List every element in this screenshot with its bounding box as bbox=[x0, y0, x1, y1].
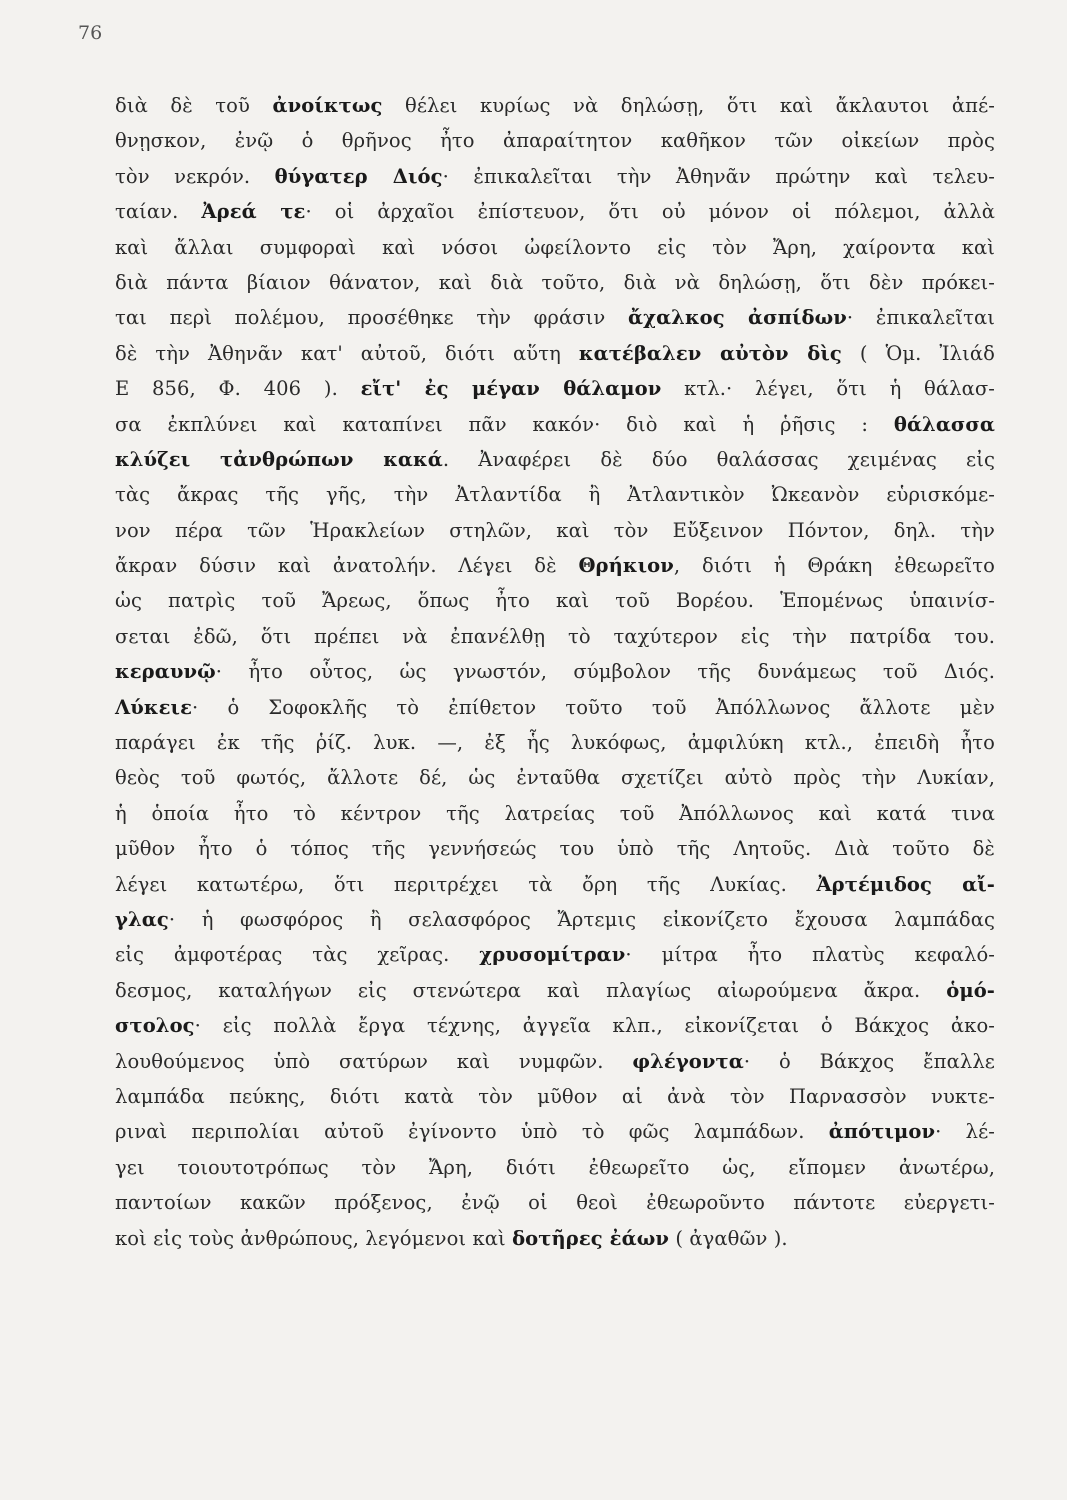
text-line bbox=[115, 88, 995, 123]
text-line bbox=[115, 548, 995, 583]
text-line bbox=[115, 654, 995, 689]
text-run: διὰ δὲ τοῦ bbox=[115, 94, 273, 117]
text-line bbox=[115, 583, 995, 618]
text-run: ( ἀγαθῶν ). bbox=[669, 1226, 788, 1250]
text-line bbox=[115, 1008, 995, 1043]
text-line bbox=[115, 725, 995, 760]
text-run: γει τοιουτοτρόπως τὸν Ἄρη, διότι ἐθεωρεῖτο ὡς, εἴπομεν ἀνωτέρω, bbox=[115, 1155, 995, 1179]
text-run: . Ἀναφέρει δὲ δύο θαλάσσας χειμένας εἰς bbox=[442, 447, 995, 471]
lemma: Ἀρεά τε bbox=[201, 200, 306, 224]
text-run: · οἱ ἀρχαῖοι ἐπίστευον, ὅτι οὐ μόνον οἱ πόλεμοι, ἀλλὰ bbox=[305, 200, 996, 224]
text-line bbox=[115, 513, 995, 548]
text-run: θέλει κυρίως νὰ δηλώσῃ, ὅτι καὶ ἄκλαυτοι ἀπέ- bbox=[382, 94, 995, 117]
text-line bbox=[115, 1221, 995, 1256]
text-run: Ε 856, Φ. 406 ). bbox=[115, 377, 361, 401]
text-run: δὲ τὴν Ἀθηνᾶν κατ' αὐτοῦ, διότι αὕτη bbox=[115, 341, 579, 365]
text-line bbox=[115, 1185, 995, 1220]
text-line bbox=[115, 1150, 995, 1185]
text-run: ( Ὁμ. Ἰλιάδ bbox=[841, 341, 995, 365]
text-run: · λέ- bbox=[935, 1120, 995, 1144]
lemma: χρυσομίτραν bbox=[479, 943, 626, 967]
text-run: ται περὶ πολέμου, προσέθηκε τὴν φράσιν bbox=[115, 306, 629, 330]
text-run: τὰς ἄκρας τῆς γῆς, τὴν Ἀτλαντίδα ἢ Ἀτλαντικὸν Ὠκεανὸν εὑρισκόμε- bbox=[115, 483, 995, 507]
text-run: ριναὶ περιπολίαι αὐτοῦ ἐγίνοντο ὑπὸ τὸ φῶς λαμπάδων. bbox=[115, 1120, 829, 1144]
text-line bbox=[115, 336, 995, 371]
lemma: δοτῆρες ἐάων bbox=[512, 1226, 670, 1250]
text-line bbox=[115, 442, 995, 477]
lemma: στολος bbox=[115, 1014, 195, 1038]
text-run: ἄκραν δύσιν καὶ ἀνατολήν. Λέγει δὲ bbox=[115, 554, 579, 578]
text-run: τὸν νεκρόν. bbox=[115, 164, 275, 188]
lemma: ὁμό- bbox=[946, 978, 995, 1002]
lemma: εἴτ' ἐς μέγαν θάλαμον bbox=[360, 377, 662, 401]
text-run: θνῃσκον, ἐνῷ ὁ θρῆνος ἦτο ἀπαραίτητον καθῆκον τῶν οἰκείων πρὸς bbox=[115, 129, 995, 153]
text-run: ταίαν. bbox=[115, 200, 202, 224]
text-run: · μίτρα ἦτο πλατὺς κεφαλό- bbox=[625, 943, 995, 967]
lemma: γλας bbox=[115, 907, 169, 931]
lemma: ἀπότιμον bbox=[828, 1120, 936, 1144]
text-line bbox=[115, 760, 995, 795]
lemma: κατέβαλεν αὐτὸν δὶς bbox=[578, 341, 842, 365]
text-line bbox=[115, 1114, 995, 1149]
lemma: ἀνοίκτως bbox=[272, 94, 383, 117]
commentary-text bbox=[115, 88, 995, 1256]
lemma: ἄχαλκος ἀσπίδων bbox=[628, 306, 847, 330]
text-run: εἰς ἀμφοτέρας τὰς χεῖρας. bbox=[115, 943, 480, 967]
text-line bbox=[115, 159, 995, 194]
text-line bbox=[115, 619, 995, 654]
lemma: Λύκειε bbox=[115, 695, 193, 719]
text-line bbox=[115, 902, 995, 937]
text-run: παράγει ἐκ τῆς ῥίζ. λυκ. —, ἐξ ἧς λυκόφως, ἀμφιλύκη κτλ., ἐπειδὴ ἦτο bbox=[115, 731, 995, 755]
text-line bbox=[115, 371, 995, 406]
text-line bbox=[115, 230, 995, 265]
text-run: · ἐπικαλεῖται τὴν Ἀθηνᾶν πρώτην καὶ τελευ- bbox=[442, 164, 995, 188]
lemma: θύγατερ Διός bbox=[274, 164, 443, 188]
text-run: δεσμος, καταλήγων εἰς στενώτερα καὶ πλαγίως αἰωρούμενα ἄκρα. bbox=[115, 978, 947, 1002]
text-run: κτλ.· λέγει, ὅτι ἡ θάλασ- bbox=[661, 377, 995, 401]
text-run: · εἰς πολλὰ ἔργα τέχνης, ἀγγεῖα κλπ., εἰκονίζεται ὁ Βάκχος ἀκο- bbox=[194, 1014, 995, 1038]
lemma: θάλασσα bbox=[893, 412, 995, 436]
text-line bbox=[115, 194, 995, 229]
lemma: κλύζει τἀνθρώπων κακά bbox=[115, 447, 443, 471]
page-number: 76 bbox=[78, 22, 103, 44]
text-line bbox=[115, 477, 995, 512]
text-line bbox=[115, 796, 995, 831]
text-run: · ἦτο οὗτος, ὡς γνωστόν, σύμβολον τῆς δυνάμεως τοῦ Διός. bbox=[215, 660, 995, 684]
text-run: · ἡ φωσφόρος ἢ σελασφόρος Ἄρτεμις εἰκονίζετο ἔχουσα λαμπάδας bbox=[168, 907, 995, 931]
text-run: σεται ἐδῶ, ὅτι πρέπει νὰ ἐπανέλθῃ τὸ ταχύτερον εἰς τὴν πατρίδα του. bbox=[115, 624, 995, 648]
text-line bbox=[115, 123, 995, 158]
text-line bbox=[115, 867, 995, 902]
text-line bbox=[115, 937, 995, 972]
text-run: · ὁ Βάκχος ἔπαλλε bbox=[743, 1049, 995, 1073]
text-line bbox=[115, 407, 995, 442]
text-line bbox=[115, 1079, 995, 1114]
text-run: μῦθον ἦτο ὁ τόπος τῆς γεννήσεώς του ὑπὸ τῆς Λητοῦς. Διὰ τοῦτο δὲ bbox=[115, 837, 995, 861]
text-line bbox=[115, 265, 995, 300]
text-run: λαμπάδα πεύκης, διότι κατὰ τὸν μῦθον αἱ ἀνὰ τὸν Παρνασσὸν νυκτε- bbox=[115, 1084, 995, 1108]
lemma: Ἀρτέμιδος αἴ- bbox=[816, 872, 995, 896]
text-run: θεὸς τοῦ φωτός, ἄλλοτε δέ, ὡς ἐνταῦθα σχετίζει αὐτὸ πρὸς τὴν Λυκίαν, bbox=[115, 766, 995, 790]
text-run: · ἐπικαλεῖται bbox=[846, 306, 995, 330]
text-line bbox=[115, 831, 995, 866]
text-run: παντοίων κακῶν πρόξενος, ἐνῷ οἱ θεοὶ ἐθεωροῦντο πάντοτε εὐεργετι- bbox=[115, 1191, 995, 1215]
text-run: διὰ πάντα βίαιον θάνατον, καὶ διὰ τοῦτο, διὰ νὰ δηλώσῃ, ὅτι δὲν πρόκει- bbox=[115, 270, 995, 294]
text-run: · ὁ Σοφοκλῆς τὸ ἐπίθετον τοῦτο τοῦ Ἀπόλλωνος ἄλλοτε μὲν bbox=[192, 695, 995, 719]
text-run: λουθούμενος ὑπὸ σατύρων καὶ νυμφῶν. bbox=[115, 1049, 633, 1073]
lemma: Θρήκιον bbox=[578, 554, 674, 578]
text-run: σα ἐκπλύνει καὶ καταπίνει πᾶν κακόν· διὸ καὶ ἡ ῥῆσις : bbox=[115, 412, 894, 436]
text-run: νον πέρα τῶν Ἡρακλείων στηλῶν, καὶ τὸν Εὔξεινον Πόντον, δηλ. τὴν bbox=[115, 518, 995, 542]
text-run: κοὶ εἰς τοὺς ἀνθρώπους, λεγόμενοι καὶ bbox=[115, 1226, 513, 1250]
text-line bbox=[115, 690, 995, 725]
lemma: κεραυνῷ bbox=[115, 660, 216, 684]
text-run: λέγει κατωτέρω, ὅτι περιτρέχει τὰ ὄρη τῆς Λυκίας. bbox=[115, 872, 817, 896]
text-line bbox=[115, 1044, 995, 1079]
text-run: , διότι ἡ Θράκη ἐθεωρεῖτο bbox=[673, 554, 996, 578]
text-run: καὶ ἄλλαι συμφοραὶ καὶ νόσοι ὠφείλοντο εἰς τὸν Ἄρη, χαίροντα καὶ bbox=[115, 235, 995, 259]
text-line bbox=[115, 973, 995, 1008]
text-line bbox=[115, 300, 995, 335]
lemma: φλέγοντα bbox=[632, 1049, 744, 1073]
text-run: ἡ ὁποία ἦτο τὸ κέντρον τῆς λατρείας τοῦ Ἀπόλλωνος καὶ κατά τινα bbox=[115, 801, 995, 825]
text-run: ὡς πατρὶς τοῦ Ἄρεως, ὅπως ἦτο καὶ τοῦ Βορέου. Ἑπομένως ὑπαινίσ- bbox=[115, 589, 995, 613]
